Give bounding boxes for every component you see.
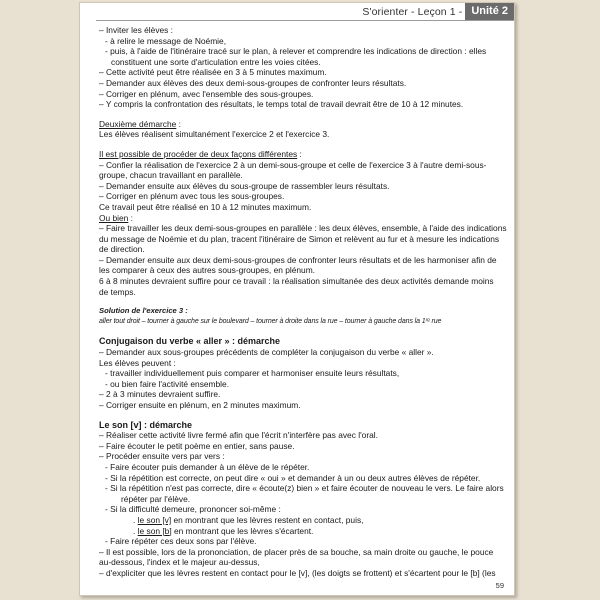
text-line: – Réaliser cette activité livre fermé afin que l'écrit n'interfère pas avec l'oral. xyxy=(99,430,378,441)
header-divider xyxy=(96,20,514,21)
solution-title: Solution de l'exercice 3 : xyxy=(99,306,188,316)
text-line: - à relire le message de Noémie, xyxy=(105,35,227,46)
text-line: – Confier la réalisation de l'exercice 2 à un demi-sous-groupe et celle de l'exercice 3 à l'autre demi-sous- xyxy=(99,159,487,170)
text-line: – Corriger ensuite en plénum, en 2 minutes maximum. xyxy=(99,400,301,410)
text-line: – Faire travailler les deux demi-sous-groupes en parallèle : les deux élèves, ensemble, à l'aide des indications xyxy=(99,223,507,234)
conjugaison-heading: Conjugaison du verbe « aller » : démarche xyxy=(99,336,281,347)
text-line: – Demander ensuite aux deux demi-sous-groupes de confronter leurs résultats et de les harmoniser afin de xyxy=(99,254,497,265)
section-heading: Il est possible de procéder de deux façons différentes : xyxy=(99,148,302,159)
text-line: 6 à 8 minutes devraient suffire pour ce travail : la réalisation simultanée des deux activités demande moins xyxy=(99,276,494,287)
text-line: - ou bien faire l'activité ensemble. xyxy=(105,378,230,389)
document-page xyxy=(79,2,515,596)
text-line: . le son [v] en montrant que les lèvres restent en contact, puis, xyxy=(133,514,364,525)
page-number: 59 xyxy=(495,581,504,590)
text-line: – Corriger en plénum, avec l'ensemble des sous-groupes. xyxy=(99,88,314,99)
text-line: de direction. xyxy=(99,244,145,255)
unit-badge: Unité 2 xyxy=(465,3,514,20)
text-line: – 2 à 3 minutes devraient suffire. xyxy=(99,389,221,400)
text-line: – d'expliciter que les lèvres restent en contact pour le [v], (les doigts se frottent) et s'écartent pour le [b] (les xyxy=(99,567,496,578)
text-line: – Cette activité peut être réalisée en 3 à 5 minutes maximum. xyxy=(99,67,327,78)
text-line: groupe, chacun travaillant en parallèle. xyxy=(99,170,243,181)
text-line: – Corriger en plénum avec tous les sous-groupes. xyxy=(99,191,285,202)
text-line: – Demander aux élèves des deux demi-sous-groupes de confronter leurs résultats. xyxy=(99,77,407,88)
text-line: - Faire écouter puis demander à un élève de le répéter. xyxy=(105,461,310,472)
text-line: les comparer à ceux des autres sous-groupes, en plénum. xyxy=(99,265,316,276)
text-line: – Y compris la confrontation des résultats, le temps total de travail devrait être de 10 à 12 minutes. xyxy=(99,99,464,110)
text-line: - Si la répétition n'est pas correcte, dire « écoute(z) bien » et faire écouter de nouveau le vers. Le faire alors xyxy=(105,483,504,494)
text-line: - Si la difficulté demeure, prononcer soi-même : xyxy=(105,504,281,515)
section-heading: Deuxième démarche : xyxy=(99,118,181,129)
text-line: – Procéder ensuite vers par vers : xyxy=(99,451,225,462)
lesson-title: S'orienter - Leçon 1 - xyxy=(362,5,463,18)
text-line: – Inviter les élèves : xyxy=(99,25,174,35)
text-line: Les élèves peuvent : xyxy=(99,357,176,368)
section-subheading: Ou bien : xyxy=(99,212,133,223)
text-line: - travailler individuellement puis comparer et harmoniser ensuite leurs résultats, xyxy=(105,368,400,379)
son-v-label: le son [v] xyxy=(137,514,172,525)
ou-bien-label: Ou bien xyxy=(99,212,129,223)
text-line: - Si la répétition est correcte, on peut dire « oui » et demander à un ou deux autres élèves de répéter. xyxy=(105,472,481,483)
text-line: Ce travail peut être réalisé en 10 à 12 minutes maximum. xyxy=(99,201,312,212)
solution-text: aller tout droit – tourner à gauche sur le boulevard – tourner à droite dans la rue – tourner à gauche dans la 1ʳᵉ rue xyxy=(99,317,442,325)
text-line: de temps. xyxy=(99,286,136,297)
text-line: du message de Noémie et du plan, tracent l'itinéraire de Simon et relèvent au fur et à mesure les indications xyxy=(99,233,500,244)
text-line: – Demander aux sous-groupes précédents de compléter la conjugaison du verbe « aller ». xyxy=(99,347,434,358)
text-line: - Faire répéter ces deux sons par l'élève. xyxy=(105,536,257,547)
text-line: au-dessous, l'index et le majeur au-dessus, xyxy=(99,557,260,568)
son-b-label: le son [b] xyxy=(137,525,172,536)
text-line: - puis, à l'aide de l'itinéraire tracé sur le plan, à relever et comprendre les indications de direction : elles xyxy=(105,46,487,57)
text-line: constituent une sorte d'articulation entre les voies citées. xyxy=(111,56,321,67)
text-line: – Faire écouter le petit poème en entier, sans pause. xyxy=(99,440,295,451)
text-line: Les élèves réalisent simultanément l'exercice 2 et l'exercice 3. xyxy=(99,129,330,140)
page-content xyxy=(99,25,507,579)
text-line: . le son [b] en montrant que les lèvres s'écartent. xyxy=(133,525,314,536)
text-line: – Il est possible, lors de la prononciation, de placer près de sa bouche, sa main droite ou gauche, le pouce xyxy=(99,546,494,557)
text-line: répéter par l'élève. xyxy=(121,493,191,504)
son-heading: Le son [v] : démarche xyxy=(99,419,193,430)
section-heading-text: Il est possible de procéder de deux façons différentes xyxy=(99,148,298,159)
page-header xyxy=(362,3,514,20)
text-line: – Demander ensuite aux élèves du sous-groupe de rassembler leurs résultats. xyxy=(99,180,390,191)
section-heading-text: Deuxième démarche xyxy=(99,118,177,129)
